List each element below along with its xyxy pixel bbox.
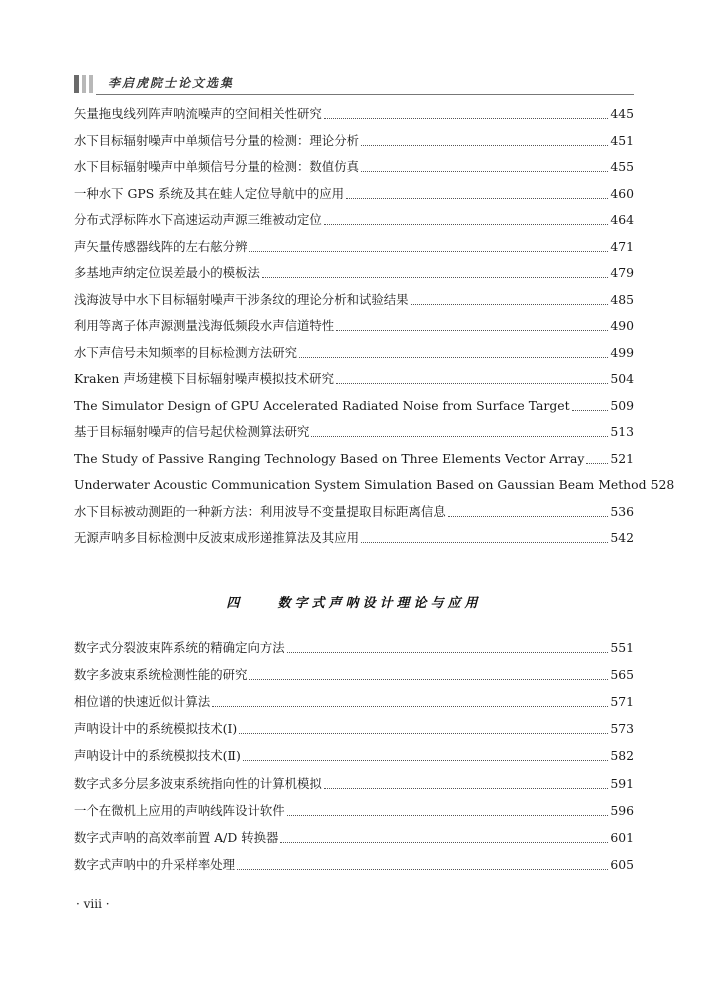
toc-entry-title: The Simulator Design of GPU Accelerated Radiated Noise from Surface Target	[74, 397, 570, 413]
toc-leader-dots	[324, 117, 609, 119]
toc-entry[interactable]	[74, 210, 634, 230]
section-heading	[74, 592, 634, 611]
toc-entry[interactable]	[74, 502, 634, 522]
toc-entry-page: 528	[650, 477, 675, 492]
toc-entry-page: 591	[610, 775, 634, 791]
toc-entry[interactable]	[74, 263, 634, 283]
toc-entry-title: 利用等离子体声源测量浅海低频段水声信道特性	[74, 318, 335, 333]
toc-leader-dots	[336, 382, 608, 384]
running-header-title: 李启虎院士论文选集	[108, 76, 235, 90]
toc-entry[interactable]	[74, 801, 634, 821]
toc-entry[interactable]	[74, 774, 634, 794]
toc-entry-title: 基于目标辐射噪声的信号起伏检测算法研究	[74, 424, 310, 439]
toc-entry-page: 536	[610, 503, 634, 519]
toc-entry-page: 601	[610, 829, 634, 845]
toc-entry-title: 水下目标辐射噪声中单频信号分量的检测：数值仿真	[74, 159, 359, 174]
running-header	[74, 73, 634, 97]
toc-entry-title: 水下声信号未知频率的目标检测方法研究	[74, 344, 298, 360]
toc-entry[interactable]	[74, 396, 634, 416]
toc-entry-title: The Study of Passive Ranging Technology Based on Three Elements Vector Array	[74, 450, 585, 466]
toc-entry-title: Underwater Acoustic Communication System Simulation Based on Gaussian Beam Method	[74, 477, 647, 492]
toc-entry-page: 582	[610, 748, 634, 764]
toc-entry[interactable]	[74, 316, 634, 336]
toc-leader-dots	[361, 541, 608, 543]
toc-leader-dots	[361, 144, 608, 146]
toc-entry[interactable]	[74, 828, 634, 848]
toc-leader-dots	[280, 841, 608, 843]
toc-entry-page: 521	[610, 450, 634, 466]
toc-entry[interactable]	[74, 692, 634, 712]
toc-leader-dots	[346, 197, 608, 199]
toc-leader-dots	[572, 409, 609, 411]
page-number-footer: · viii ·	[76, 897, 110, 911]
toc-leader-dots	[239, 732, 608, 734]
toc-entry-page: 513	[610, 424, 634, 439]
toc-entry-title: Kraken 声场建模下目标辐射噪声模拟技术研究	[74, 371, 334, 386]
toc-leader-dots	[324, 223, 609, 225]
toc-leader-dots	[361, 170, 608, 172]
toc-entry[interactable]	[74, 638, 634, 658]
toc-entry-page: 504	[610, 371, 634, 386]
toc-entry[interactable]	[74, 475, 675, 495]
toc-leader-dots	[411, 303, 609, 305]
toc-entry-page: 455	[610, 159, 634, 174]
toc-entry-page: 490	[610, 318, 634, 333]
toc-entry[interactable]	[74, 184, 634, 204]
toc-leader-dots	[299, 356, 608, 358]
toc-entry-page: 451	[610, 132, 634, 148]
header-bars-ornament	[74, 75, 93, 93]
toc-entry-page: 460	[610, 185, 634, 201]
toc-entry-page: 573	[610, 721, 634, 737]
toc-entry-title: 一个在微机上应用的声呐线阵设计软件	[74, 802, 285, 818]
toc-leader-dots	[237, 868, 608, 870]
toc-entry-title: 数字式多分层多波束系统指向性的计算机模拟	[74, 775, 322, 791]
toc-entry[interactable]	[74, 290, 634, 310]
toc-entry[interactable]	[74, 528, 634, 548]
toc-entry-page: 485	[610, 291, 634, 307]
toc-entry[interactable]	[74, 422, 634, 442]
toc-entry[interactable]	[74, 449, 634, 469]
toc-entry-title: 数字式声呐中的升采样率处理	[74, 856, 236, 872]
toc-entry[interactable]	[74, 237, 634, 257]
toc-entry-title: 数字式声呐的高效率前置 A/D 转换器	[74, 829, 279, 845]
toc-leader-dots	[243, 759, 609, 761]
toc-entry-page: 551	[610, 640, 634, 655]
toc-entry-title: 无源声呐多目标检测中反波束成形递推算法及其应用	[74, 530, 359, 545]
toc-entry[interactable]	[74, 369, 634, 389]
toc-entry-title: 一种水下 GPS 系统及其在蛙人定位导航中的应用	[74, 185, 345, 201]
toc-entry-title: 分布式浮标阵水下高速运动声源三维被动定位	[74, 212, 322, 227]
toc-leader-dots	[287, 651, 609, 653]
toc-entry-title: 数字多波束系统检测性能的研究	[74, 667, 248, 683]
toc-entry-page: 464	[610, 212, 634, 227]
toc-leader-dots	[336, 329, 608, 331]
toc-entry-title: 多基地声纳定位误差最小的模板法	[74, 265, 260, 280]
section-title: 数字式声呐设计理论与应用	[277, 596, 482, 611]
toc-entry-page: 571	[610, 694, 634, 710]
toc-leader-dots	[324, 787, 609, 789]
toc-entry-title: 水下目标辐射噪声中单频信号分量的检测：理论分析	[74, 132, 359, 148]
toc-entry[interactable]	[74, 855, 634, 875]
toc-entry-page: 479	[610, 265, 634, 280]
toc-entry-page: 565	[610, 667, 634, 683]
toc-entry[interactable]	[74, 719, 634, 739]
toc-entry-page: 445	[610, 106, 634, 121]
toc-entry-title: 水下目标被动测距的一种新方法：利用波导不变量提取目标距离信息	[74, 503, 446, 519]
toc-leader-dots	[212, 705, 608, 707]
toc-entry[interactable]	[74, 104, 634, 124]
toc-entry[interactable]	[74, 343, 634, 363]
toc-entry[interactable]	[74, 131, 634, 151]
toc-leader-dots	[586, 462, 608, 464]
toc-entry-title: 声矢量传感器线阵的左右舷分辨	[74, 238, 248, 254]
toc-entry-page: 509	[610, 397, 634, 413]
toc-entry-title: 相位谱的快速近似计算法	[74, 694, 211, 710]
toc-entry-title: 浅海波导中水下目标辐射噪声干涉条纹的理论分析和试验结果	[74, 291, 409, 307]
toc-entry[interactable]	[74, 746, 634, 766]
toc-entry-title: 声呐设计中的系统模拟技术(Ⅰ)	[74, 721, 238, 737]
header-rule	[96, 94, 634, 95]
toc-entry-page: 605	[610, 856, 634, 872]
toc-entry-page: 596	[610, 802, 634, 818]
toc-leader-dots	[262, 276, 608, 278]
toc-entry-title: 数字式分裂波束阵系统的精确定向方法	[74, 640, 285, 655]
toc-entry-page: 499	[610, 344, 634, 360]
toc-entry-page: 542	[610, 530, 634, 545]
toc-entry-title: 矢量拖曳线列阵声呐流噪声的空间相关性研究	[74, 106, 322, 121]
section-number: 四	[226, 596, 244, 611]
toc-entry-title: 声呐设计中的系统模拟技术(Ⅱ)	[74, 748, 241, 764]
toc-leader-dots	[287, 814, 609, 816]
toc-leader-dots	[448, 515, 609, 517]
toc-entry-page: 471	[610, 238, 634, 254]
toc-entry[interactable]	[74, 157, 634, 177]
toc-leader-dots	[311, 435, 608, 437]
toc-leader-dots	[249, 250, 608, 252]
toc-entry[interactable]	[74, 665, 634, 685]
toc-leader-dots	[249, 678, 608, 680]
